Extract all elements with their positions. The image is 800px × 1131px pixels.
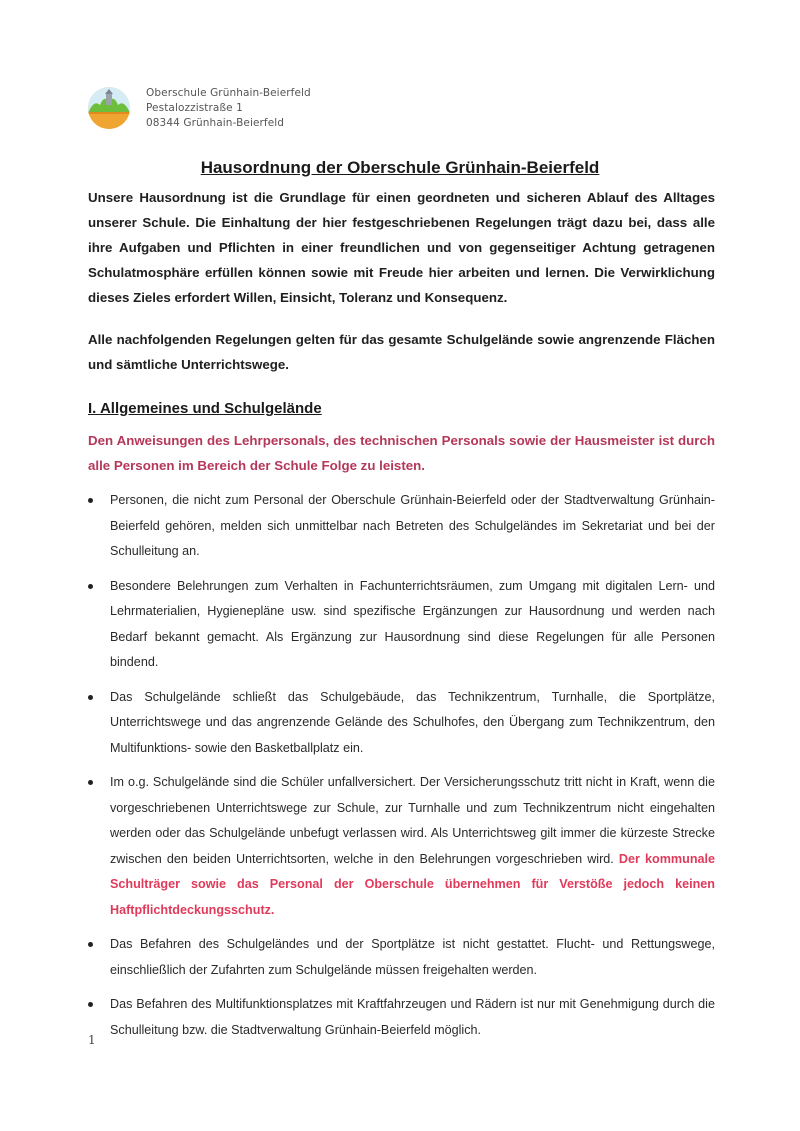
address-line-street: Pestalozzistraße 1 bbox=[146, 101, 243, 114]
list-item: Im o.g. Schulgelände sind die Schüler unfallversichert. Der Versicherungsschutz tritt nicht in Kraft, wenn die vorgeschriebenen Unterrichtswege zur Schule, zur Turnhalle und zum Technikzentrum nicht eingehalten werden oder das Schulgelände unbefugt verlassen wird. Als Unterrichtsweg gilt immer die kürzeste Strecke zwischen den beiden Unterrichtsorten, welche in den Belehrungen vorgeschrieben wird. Der kommunale Schulträger sowie das Personal der Oberschule übernehmen für Verstöße jedoch keinen Haftpflichtdeckungsschutz. bbox=[88, 770, 715, 923]
letterhead bbox=[88, 82, 311, 134]
liability-warning: Der kommunale Schulträger sowie das Personal der Oberschule übernehmen für Verstöße jedoch keinen Haftpflichtdeckungsschutz. bbox=[110, 851, 716, 917]
bullet-icon bbox=[88, 942, 93, 947]
bullet-icon bbox=[88, 780, 93, 785]
address-line-city: 08344 Grünhain-Beierfeld bbox=[146, 116, 285, 129]
list-item: Personen, die nicht zum Personal der Oberschule Grünhain-Beierfeld oder der Stadtverwaltung Grünhain-Beierfeld gehören, melden sich unmittelbar nach Betreten des Schulgeländes im Sekretariat und bei der Schulleitung an. bbox=[88, 488, 715, 565]
bullet-icon bbox=[88, 695, 93, 700]
list-item: Das Schulgelände schließt das Schulgebäude, das Technikzentrum, Turnhalle, die Sportplätze, Unterrichtswege und das angrenzende Gelände des Schulhofes, den Übergang zum Technikzentrum, den Multifunktions- sowie den Basketballplatz ein. bbox=[88, 685, 715, 762]
list-item: Besondere Belehrungen zum Verhalten in Fachunterrichtsräumen, zum Umgang mit digitalen Lern- und Lehrmaterialien, Hygienepläne usw. sind spezifische Ergänzungen zur Hausordnung und werden nach Bedarf bekannt gemacht. Als Ergänzung zur Hausordnung sind diese Regelungen für alle Personen bindend. bbox=[88, 574, 715, 676]
scope-paragraph: Alle nachfolgenden Regelungen gelten für das gesamte Schulgelände sowie angrenzende Flächen und sämtliche Unterrichtswege. bbox=[88, 332, 715, 372]
bullet-icon bbox=[88, 498, 93, 503]
intro-paragraph: Unsere Hausordnung ist die Grundlage für einen geordneten und sicheren Ablauf des Alltages unserer Schule. Die Einhaltung der hier festgeschriebenen Regelungen trägt dazu bei, dass alle ihre Aufgaben und Pflichten in einer freundlichen und von gegenseitiger Achtung getragenen Schulatmosphäre erfüllen können sowie mit Freude hier arbeiten und lernen. Die Verwirklichung dieses Zieles erfordert Willen, Einsicht, Toleranz und Konsequenz. bbox=[88, 190, 715, 305]
rules-list bbox=[88, 488, 715, 1052]
bullet-icon bbox=[88, 584, 93, 589]
section-heading: I. Allgemeines und Schulgelände bbox=[88, 400, 322, 417]
section-highlight: Den Anweisungen des Lehrpersonals, des technischen Personals sowie der Hausmeister ist durch alle Personen im Bereich der Schule Folge zu leisten. bbox=[88, 433, 715, 473]
bullet-icon bbox=[88, 1002, 93, 1007]
page-number: 1 bbox=[88, 1033, 96, 1047]
school-logo-icon bbox=[88, 87, 130, 129]
school-address bbox=[146, 86, 311, 131]
list-item: Das Befahren des Schulgeländes und der Sportplätze ist nicht gestattet. Flucht- und Rettungswege, einschließlich der Zufahrten zum Schulgelände müssen freigehalten werden. bbox=[88, 932, 715, 983]
document-title: Hausordnung der Oberschule Grünhain-Beierfeld bbox=[200, 158, 600, 177]
list-item: Das Befahren des Multifunktionsplatzes mit Kraftfahrzeugen und Rädern ist nur mit Genehmigung durch die Schulleitung bzw. die Stadtverwaltung Grünhain-Beierfeld möglich. bbox=[88, 992, 715, 1043]
address-line-school: Oberschule Grünhain-Beierfeld bbox=[146, 86, 311, 99]
